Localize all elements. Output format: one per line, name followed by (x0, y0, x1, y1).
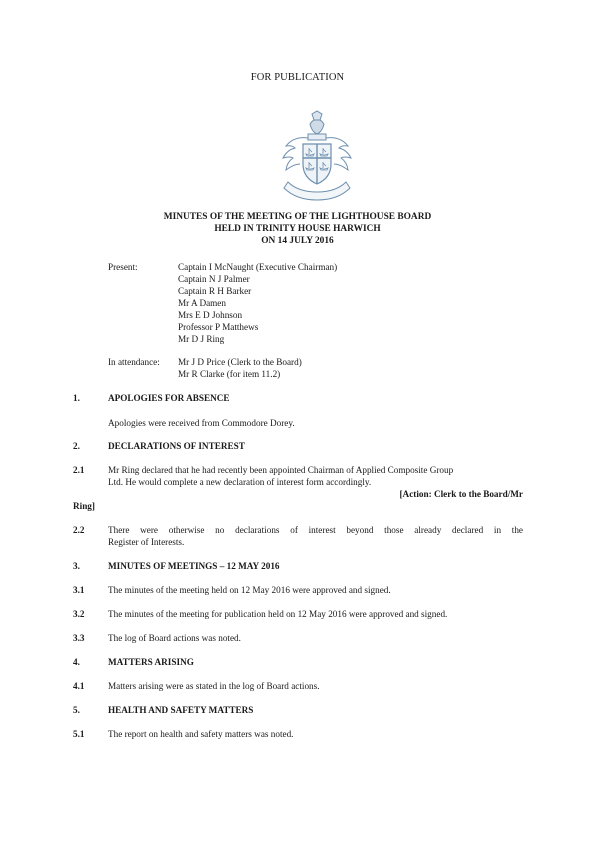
item-text: The minutes of the meeting for publication held on 12 May 2016 were approved and signed. (108, 609, 448, 619)
section-number: 4. (73, 657, 80, 667)
attendance-name: Mr J D Price (Clerk to the Board) (178, 357, 302, 367)
attendee-name: Mrs E D Johnson (178, 310, 243, 320)
section-number: 5. (73, 705, 80, 715)
attendee-name: Captain N J Palmer (178, 274, 250, 284)
item-text-line: Ltd. He would complete a new declaration of interest form accordingly. (108, 477, 372, 487)
present-label: Present: (108, 262, 138, 272)
item-text: The report on health and safety matters was noted. (108, 729, 294, 739)
attendee-name: Mr D J Ring (178, 334, 225, 344)
attendance-label: In attendance: (108, 357, 160, 367)
section-number: 3. (73, 561, 80, 571)
item-number: 5.1 (73, 729, 85, 739)
item-text: The log of Board actions was noted. (108, 633, 241, 643)
attendee-name: Professor P Matthews (178, 322, 259, 332)
item-text: The minutes of the meeting held on 12 May 2016 were approved and signed. (108, 585, 391, 595)
section-text: Apologies were received from Commodore Dorey. (108, 418, 295, 428)
minutes-title-line-1: MINUTES OF THE MEETING OF THE LIGHTHOUSE BOARD (163, 212, 432, 222)
section-heading: DECLARATIONS OF INTEREST (108, 441, 245, 451)
section-heading: APOLOGIES FOR ABSENCE (108, 393, 230, 403)
item-text-line: There were otherwise no declarations of interest beyond those already declared in the (108, 525, 523, 535)
section-heading: MATTERS ARISING (108, 657, 194, 667)
action-note: [Action: Clerk to the Board/Mr (399, 489, 523, 499)
publication-label: FOR PUBLICATION (250, 72, 345, 83)
minutes-title-line-3: ON 14 JULY 2016 (261, 236, 334, 246)
section-heading: MINUTES OF MEETINGS – 12 MAY 2016 (108, 561, 280, 571)
item-text-line: Mr Ring declared that he had recently been appointed Chairman of Applied Composite Group (108, 465, 454, 475)
item-number: 4.1 (73, 681, 85, 691)
item-number: 3.3 (73, 633, 85, 643)
trinity-house-crest-logo (272, 110, 362, 202)
attendee-name: Captain I McNaught (Executive Chairman) (178, 262, 338, 272)
item-number: 2.2 (73, 525, 85, 535)
section-heading: HEALTH AND SAFETY MATTERS (108, 705, 254, 715)
item-number: 3.2 (73, 609, 85, 619)
item-text: Matters arising were as stated in the log of Board actions. (108, 681, 320, 691)
attendance-name: Mr R Clarke (for item 11.2) (178, 369, 281, 379)
minutes-title-line-2: HELD IN TRINITY HOUSE HARWICH (214, 224, 381, 234)
attendee-name: Captain R H Barker (178, 286, 252, 296)
section-number: 1. (73, 393, 80, 403)
section-number: 2. (73, 441, 80, 451)
item-number: 3.1 (73, 585, 85, 595)
attendee-name: Mr A Damen (178, 298, 226, 308)
action-note-continuation: Ring] (73, 501, 95, 511)
item-text-line: Register of Interests. (108, 537, 185, 547)
item-number: 2.1 (73, 465, 85, 475)
